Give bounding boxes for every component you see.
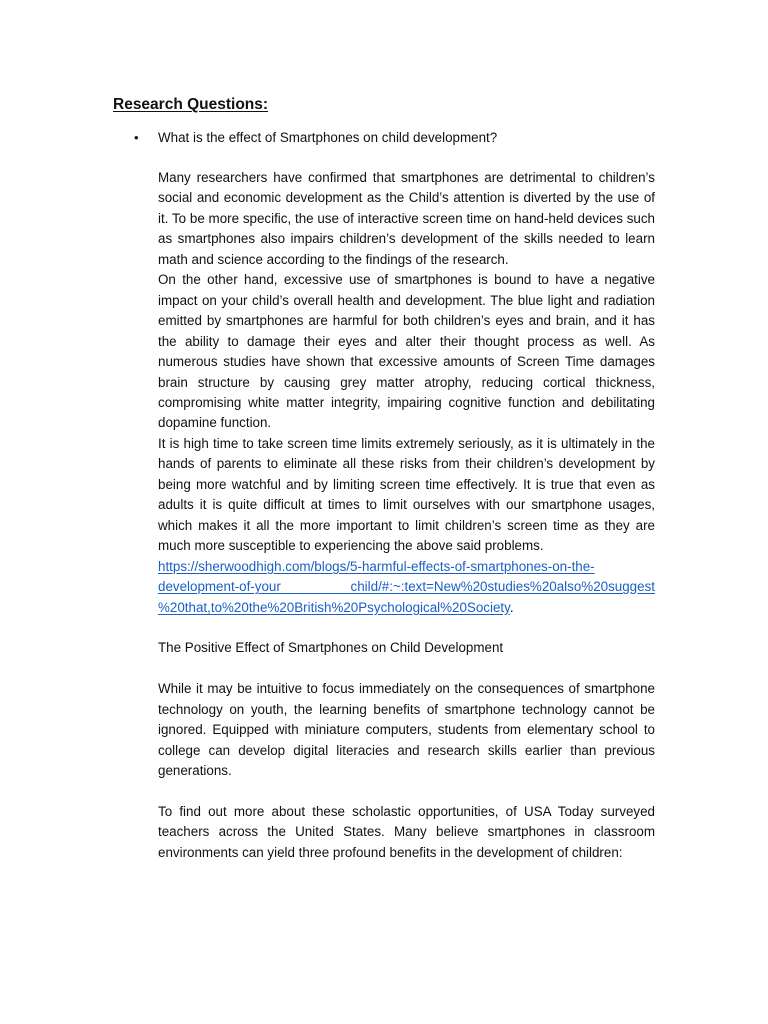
bullet-icon: • [134, 130, 139, 145]
body-content [158, 168, 655, 863]
paragraph-learning-benefits: While it may be intuitive to focus immediately on the consequences of smartphone technology on youth, the learning benefits of smartphone technology cannot be ignored. Equipped with miniature computers, students from elementary school to college can develop digital literacies and research skills earlier than previous generations. [158, 681, 655, 779]
research-question: What is the effect of Smartphones on child development? [158, 130, 498, 145]
section-heading: Research Questions: [113, 96, 269, 113]
reference-link-line-2[interactable]: development-of-your child/#:~:text=New%20studies%20also%20suggest [158, 579, 655, 595]
paragraph-health-impact: On the other hand, excessive use of smartphones is bound to have a negative impact on your child’s overall health and development. The blue light and radiation emitted by smartphones are harmful for both children’s eyes and brain, and it has the ability to damage their eyes and alter their thought process as well. As numerous studies have shown that excessive amounts of Screen Time damages brain structure by causing grey matter atrophy, reducing cortical thickness, compromising white matter integrity, impairing cognitive function and debilitating dopamine function. [158, 272, 655, 431]
reference-link-line-1[interactable]: https://sherwoodhigh.com/blogs/5-harmful-effects-of-smartphones-on-the- [158, 558, 595, 574]
reference-link-line-3[interactable]: %20that,to%20the%20British%20Psychological%20Society [158, 599, 510, 615]
reference-link-line-3-wrapper [158, 598, 655, 618]
link-period: . [509, 599, 514, 615]
paragraph-usa-today-survey: To find out more about these scholastic opportunities, of USA Today surveyed teachers across the United States. Many believe smartphones in classroom environments can yield three profound benefits in the development of children: [158, 804, 655, 860]
paragraph-negative-effects: Many researchers have confirmed that smartphones are detrimental to children’s social and economic development as the Child’s attention is diverted by the use of it. To be more specific, the use of interactive screen time on hand-held devices such as smartphones also impairs children’s development of the skills needed to learn math and science according to the findings of the research. [158, 170, 655, 267]
positive-effect-title: The Positive Effect of Smartphones on Child Development [158, 640, 504, 656]
reference-link-paragraph [158, 557, 655, 618]
paragraph-screen-time-limits: It is high time to take screen time limits extremely seriously, as it is ultimately in the hands of parents to eliminate all these risks from their children’s development by being more watchful and by limiting screen time effectively. It is true that even as adults it is quite difficult at times to limit ourselves with our smartphone usages, which makes it all the more important to limit children’s screen time as they are much more susceptible to experiencing the above said problems. [158, 435, 655, 554]
